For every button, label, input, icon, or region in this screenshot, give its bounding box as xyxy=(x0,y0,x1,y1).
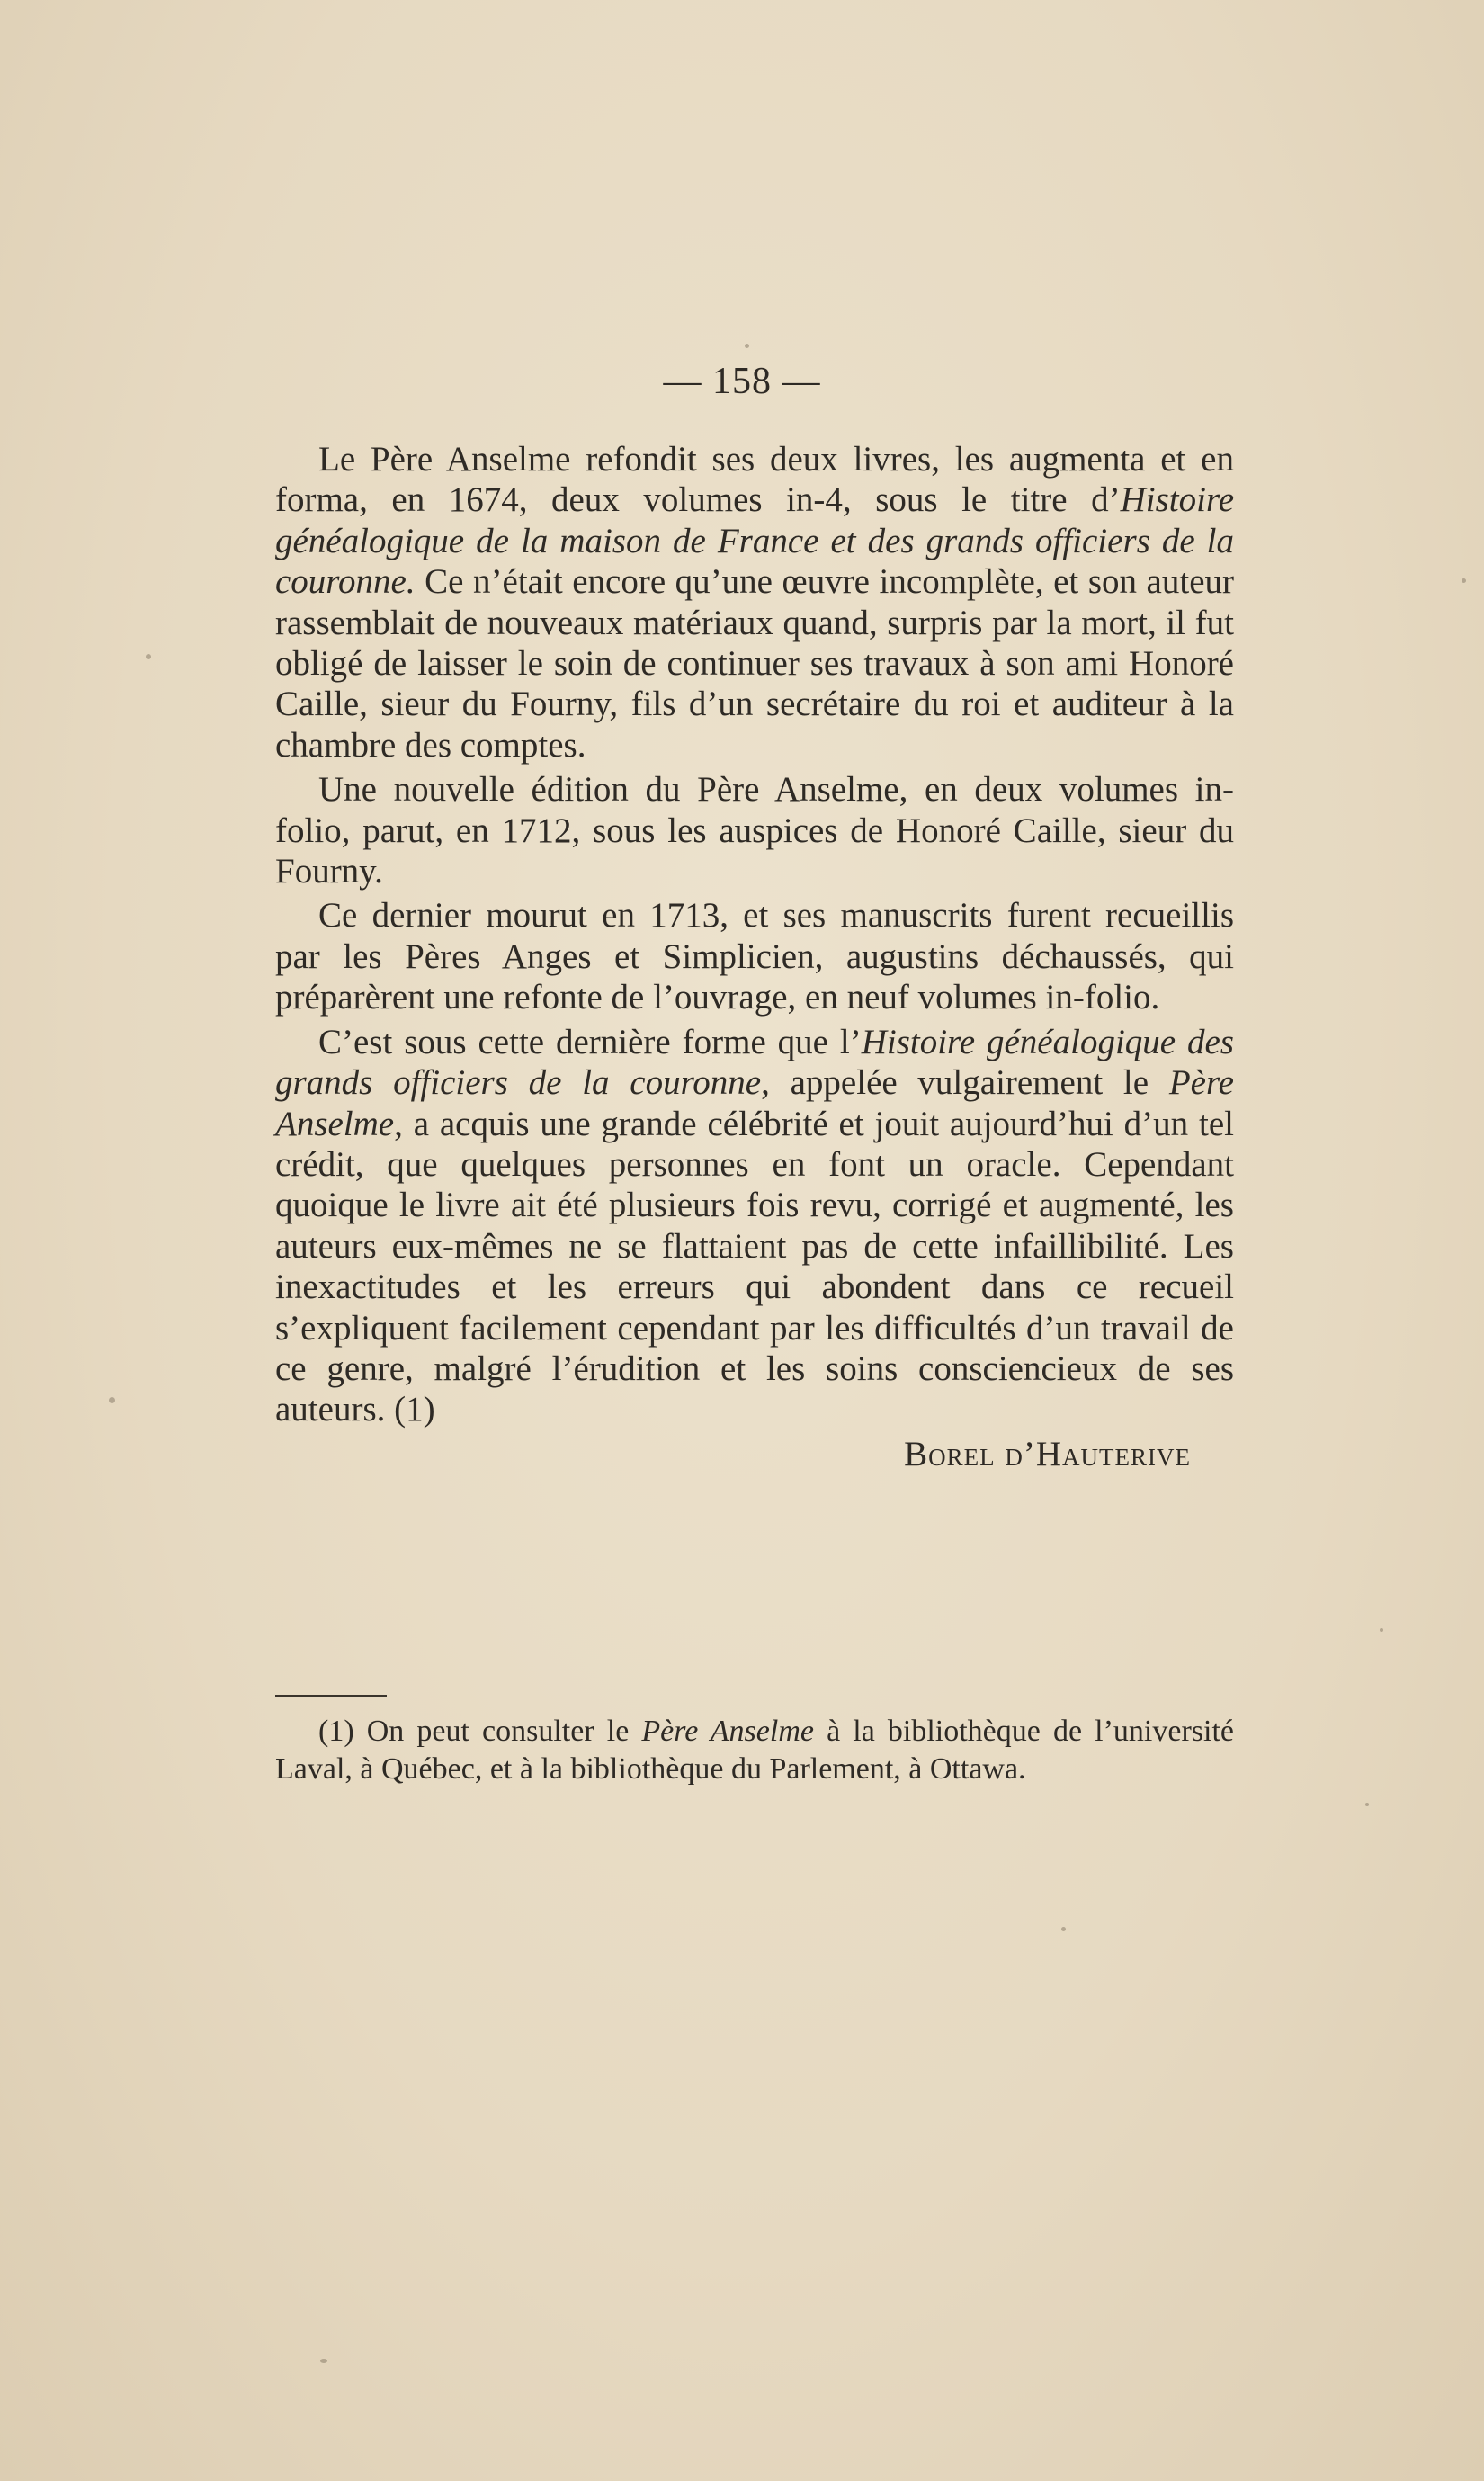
speck xyxy=(1365,1803,1369,1806)
paragraph-2-text: Une nouvelle édition du Père Anselme, en deux volumes in-folio, parut, en 1712, sous les auspices de Honoré Caille, sieur du Fourny. xyxy=(275,770,1234,891)
footnote xyxy=(275,1713,1234,1788)
paragraph-4-text-2: , appelée vulgairement le xyxy=(761,1063,1169,1103)
paragraph-4 xyxy=(275,1022,1234,1430)
footnote-rule xyxy=(275,1695,387,1697)
speck xyxy=(146,654,151,659)
speck xyxy=(320,2359,327,2363)
paragraph-3 xyxy=(275,895,1234,1017)
speck xyxy=(1061,1927,1066,1931)
paragraph-4-text-1: C’est sous cette dernière forme que l’ xyxy=(318,1022,862,1061)
paragraph-4-text-3: , a acquis une grande célébrité et jouit aujourd’hui d’un tel crédit, que quelques personnes en font un oracle. Cependant quoique le livre ait été plusieurs fois revu, corrigé et augmenté, les auteurs eux-mêmes ne se flattaient pas de cette infaillibilité. Les inexactitudes et les erreurs qui abondent dans ce recueil s’expliquent facilement cependant par les difficultés d’un travail de ce genre, malgré l’érudition et les soins consciencieux de ses auteurs. (1) xyxy=(275,1104,1234,1429)
paragraph-4-name-italic: Père Anselme xyxy=(275,1063,1234,1143)
page-number: — 158 — xyxy=(663,361,821,402)
paragraph-3-text: Ce dernier mourut en 1713, et ses manuscrits furent recueillis par les Pères Anges et Simplicien, augustins déchaussés, qui préparèrent une refonte de l’ouvrage, en neuf volumes in-folio. xyxy=(275,896,1234,1017)
footnote-text-2: à la bibliothèque de l’université Laval, à Québec, et à la bibliothèque du Parlement, à Ottawa. xyxy=(275,1715,1234,1786)
paragraph-1 xyxy=(275,439,1234,766)
body-text xyxy=(275,439,1234,1474)
speck xyxy=(1462,578,1466,583)
speck xyxy=(745,344,749,348)
speck xyxy=(1380,1628,1383,1632)
paragraph-1-text-2: Ce n’était encore qu’une œuvre incomplète, et son auteur rassemblait de nouveaux matériaux quand, surpris par la mort, il fut obligé de laisser le soin de continuer ses travaux à son ami Honoré Caille, sieur du Fourny, fils d’un secrétaire du roi et auditeur à la chambre des comptes. xyxy=(275,562,1234,765)
speck xyxy=(109,1397,115,1403)
footnote-text-1: (1) On peut consulter le xyxy=(318,1715,642,1748)
signature: Borel d’Hauterive xyxy=(904,1434,1191,1473)
paragraph-1-text-1: Le Père Anselme refondit ses deux livres, les augmenta et en forma, en 1674, deux volumes in-4, sous le titre d’ xyxy=(275,440,1234,520)
paragraph-1-title-italic: Histoire généalogique de la maison de France et des grands officiers de la couronne. xyxy=(275,480,1234,602)
paragraph-2 xyxy=(275,769,1234,891)
paragraph-4-title-italic: Histoire généalogique des grands officiers de la couronne xyxy=(275,1022,1234,1103)
footnote-italic: Père Anselme xyxy=(641,1715,814,1748)
